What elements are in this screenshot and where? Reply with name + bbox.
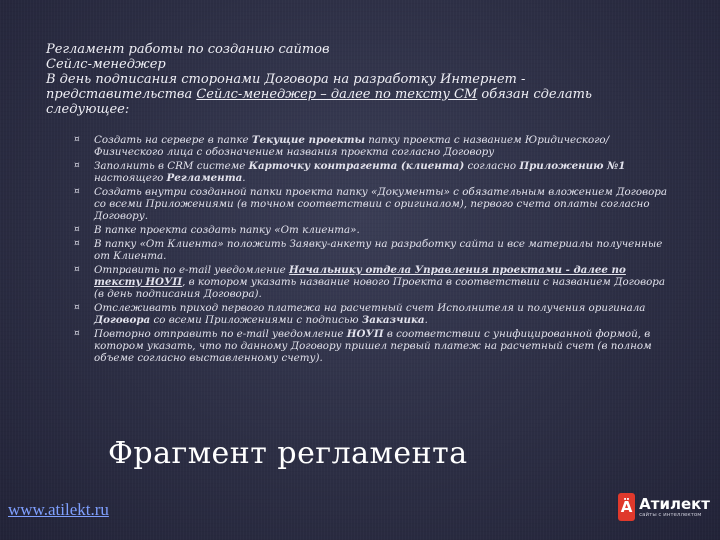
company-logo [618,488,710,526]
item-text: Создать на сервере в папке [94,134,252,146]
list-item [74,328,674,365]
website-link[interactable]: www.atilekt.ru [8,500,109,519]
bullet-icon: ¤ [74,328,80,339]
item-text: Создать внутри созданной папки проекта папку «Документы» с обязательным вложением Договора со всеми Приложениями (в точном соответствии с оригиналом), первого счета оплаты согласно Договору. [94,185,668,223]
logo-mark-icon: Ä [618,493,635,521]
item-text: Заполнить в CRM системе [94,159,249,172]
regulation-heading: Регламент работы по созданию сайтов [46,42,330,57]
item-bold-text: Приложению №1 [519,159,626,172]
bullet-icon: ¤ [74,186,80,197]
bullet-icon: ¤ [74,224,80,235]
item-text: Повторно отправить по e-mail уведомление [94,327,347,340]
item-bold-underlined-text: Начальнику отдела Управления проектами - далее по тексту НОУП [94,263,626,288]
list-item [74,224,674,236]
intro-text-line: следующее: [46,102,130,117]
item-text: , в котором указать название нового Проекта в соответствии с названием Договора (в день подписания Договора). [94,275,666,300]
slide-title: Фрагмент регламента [108,436,468,471]
intro-block [46,42,666,117]
item-bold-text: Заказчика [361,313,425,326]
item-text: Отслеживать приход первого платежа на расчетный счет Исполнителя и получения оригинала [94,301,646,314]
item-bold-text: НОУП [346,327,384,340]
logo-name: Атилект [639,494,710,513]
item-text: В папке проекта создать папку «От клиента». [94,223,360,236]
item-text: Отправить по e-mail уведомление [94,263,290,276]
bullet-icon: ¤ [74,135,80,145]
logo-text [639,496,710,519]
intro-text: В день подписания сторонами Договора на разработку Интернет - [46,72,526,87]
intro-text: представительства [46,87,197,102]
item-bold-text: Регламента [166,172,243,185]
list-item [74,186,674,223]
item-text: настоящего [94,172,167,185]
item-text: папку проекта с названием Юридического/Физического лица с обозначением названия проекта согласно Договору [94,134,610,159]
item-text: со всеми Приложениями с подписью [150,313,362,326]
intro-text-line [46,87,666,102]
intro-text-line [46,72,666,87]
intro-underlined-text: Сейлс-менеджер – далее по тексту СМ [196,87,478,102]
bullet-list [74,134,674,366]
item-text: в соответствии с унифицированной формой, в котором указать, что по данному Договору пришел первый платеж на расчетный счет (в полном объеме согласно выставленному счету). [94,327,652,364]
logo-tagline: сайты с интеллектом [639,511,702,518]
list-item [74,238,674,262]
item-text: В папку «От Клиента» положить Заявку-анкету на разработку сайта и все материалы полученные от Клиента. [94,237,663,262]
bullet-icon: ¤ [74,302,80,313]
list-item [74,134,674,158]
item-text: согласно [464,159,520,172]
list-item [74,264,674,301]
bullet-icon: ¤ [74,264,80,275]
list-item [74,302,674,326]
bullet-icon: ¤ [74,238,80,249]
item-bold-text: Текущие проекты [251,134,365,146]
intro-text: обязан сделать [477,87,592,102]
item-bold-text: Карточку контрагента (клиента) [248,159,465,172]
item-text: . [242,172,246,185]
item-text: . [424,313,428,326]
role-heading: Сейлс-менеджер [46,57,166,72]
list-item [74,160,674,184]
bullet-icon: ¤ [74,160,80,171]
item-bold-text: Договора [94,313,151,326]
